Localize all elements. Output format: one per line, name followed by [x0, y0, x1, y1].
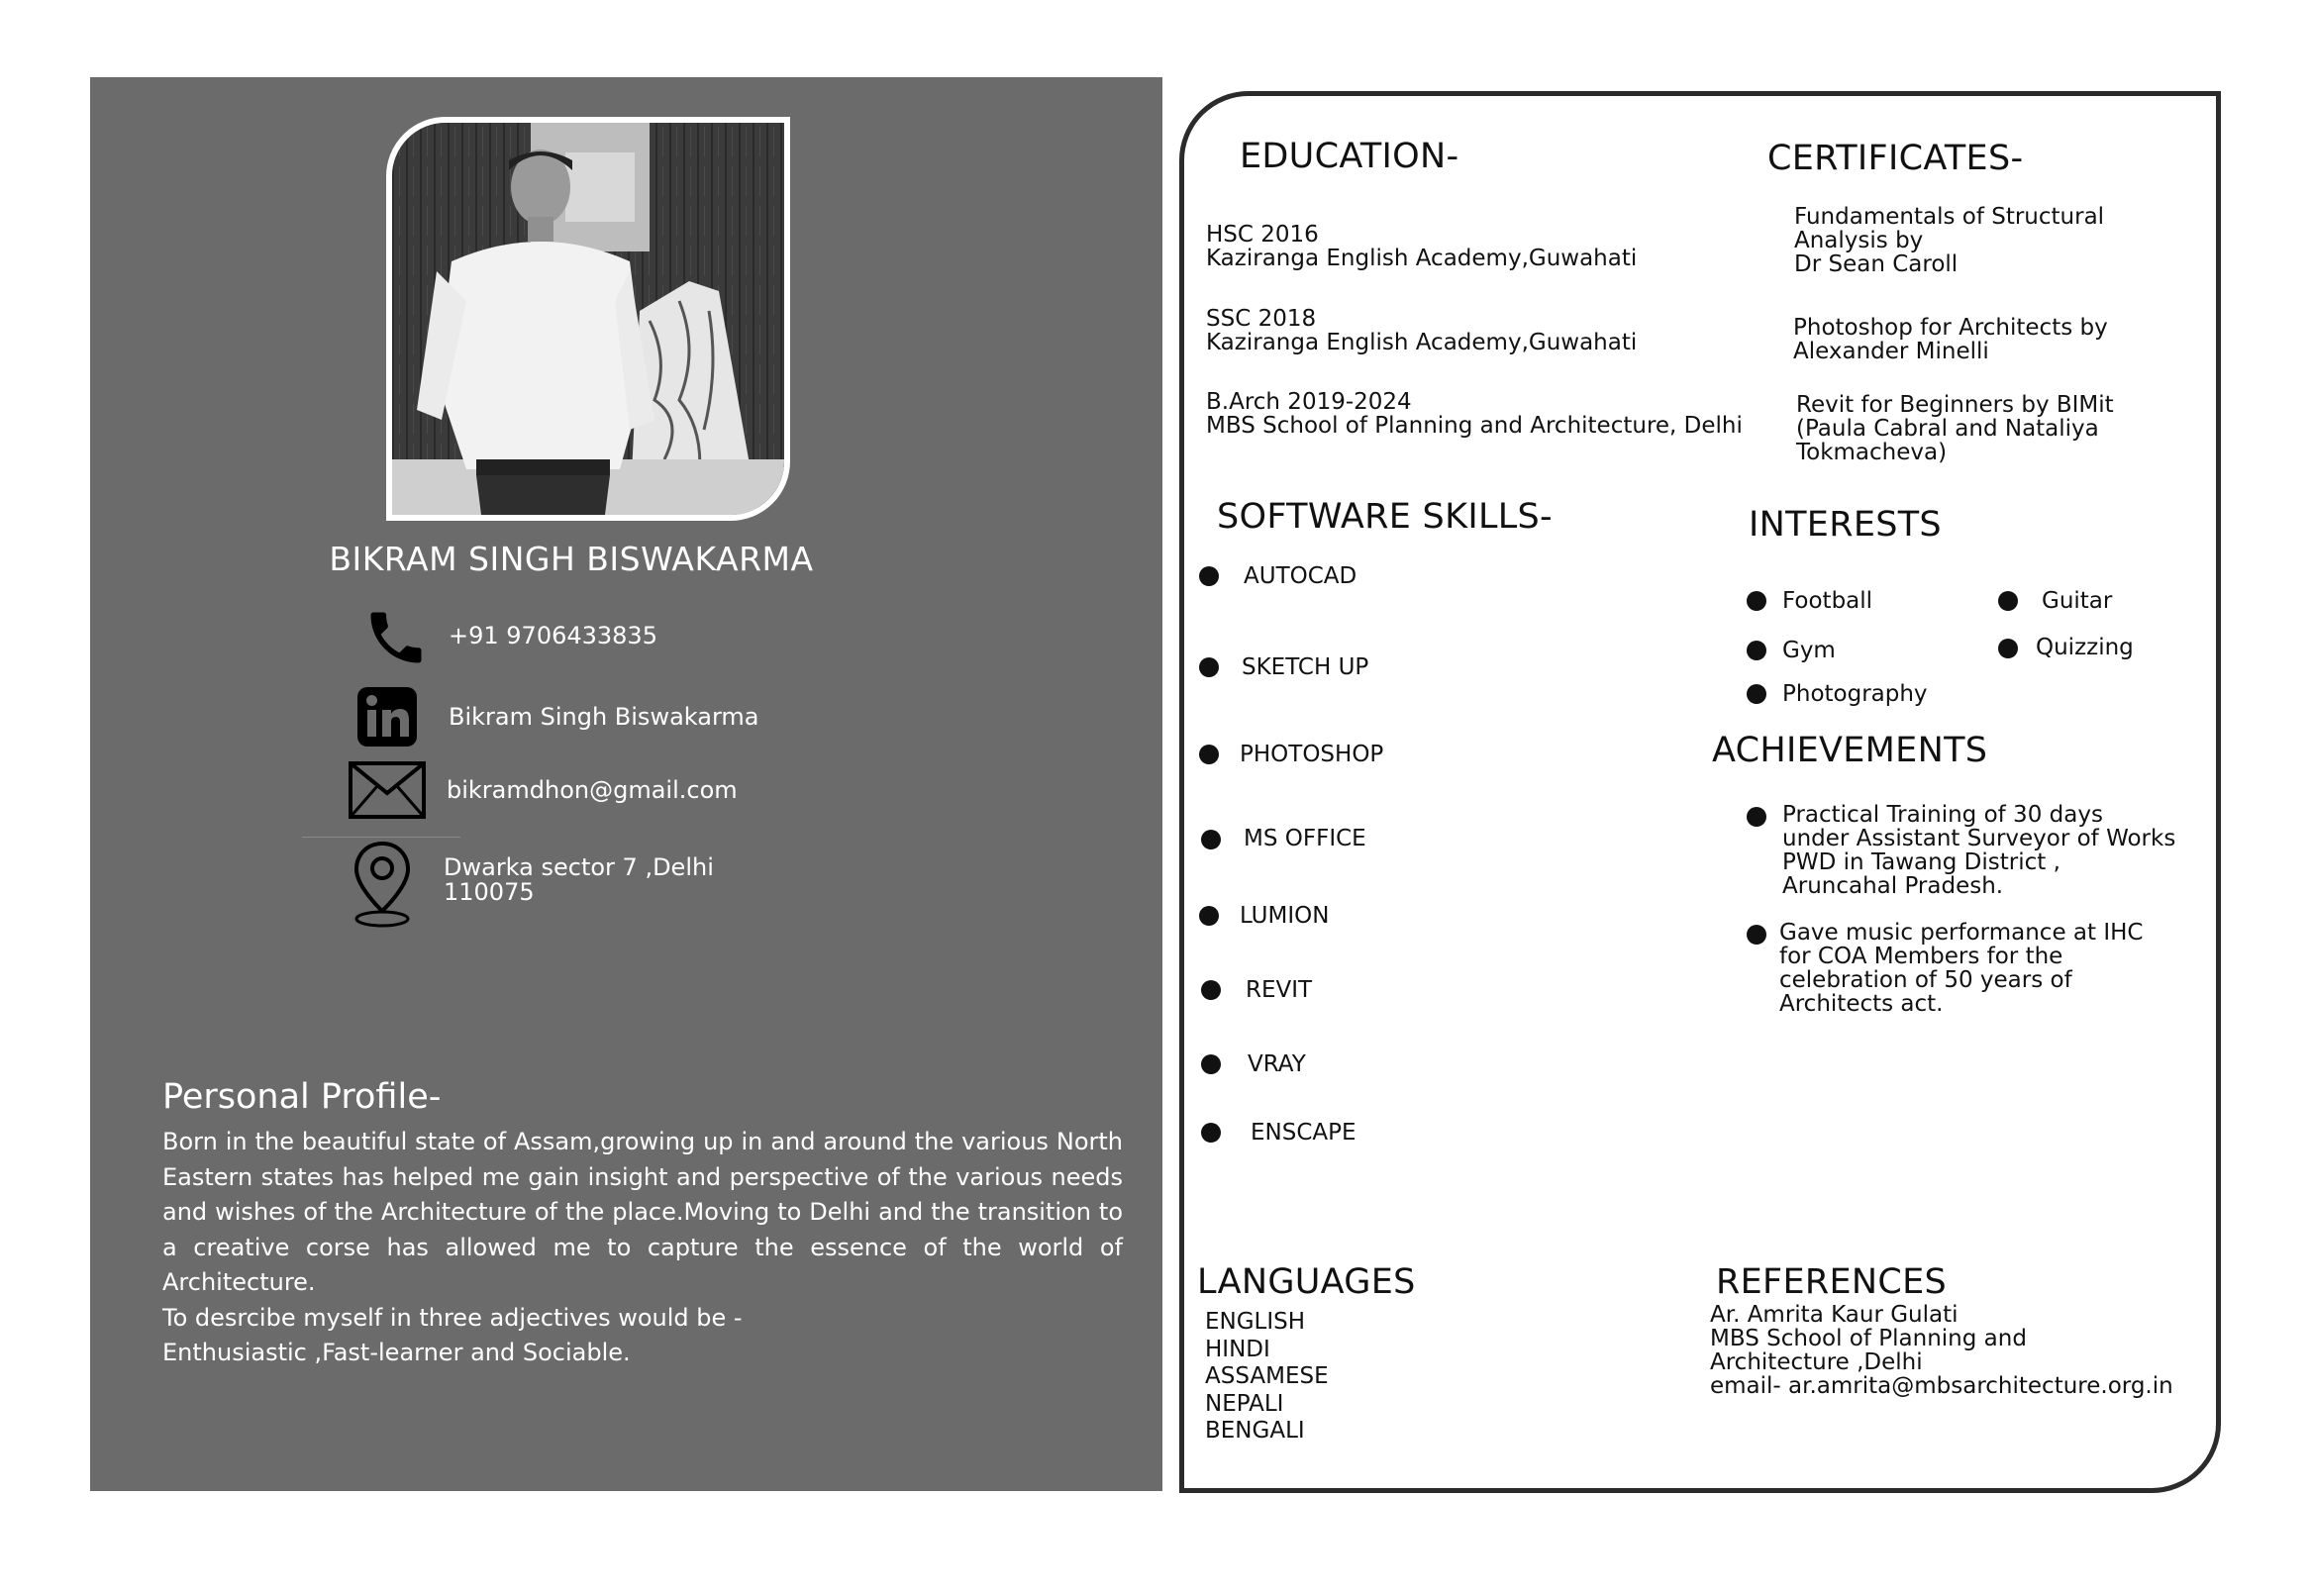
- education-line: MBS School of Planning and Architecture, Delhi: [1206, 413, 1743, 439]
- address-line-2: 110075: [444, 878, 535, 906]
- skill-item: SKETCH UP: [1242, 654, 1369, 680]
- software-skills-heading: SOFTWARE SKILLS-: [1217, 497, 1553, 537]
- skill-item: AUTOCAD: [1244, 563, 1357, 589]
- certificate-line: Fundamentals of Structural: [1794, 204, 2105, 230]
- language-item: ENGLISH: [1205, 1309, 1306, 1335]
- bullet-icon: [1199, 745, 1219, 764]
- language-item: ASSAMESE: [1205, 1363, 1329, 1389]
- certificate-item: [1796, 393, 2114, 464]
- bullet-icon: [1747, 591, 1766, 611]
- location-pin-icon: [351, 840, 414, 929]
- profile-paragraph: Born in the beautiful state of Assam,growing up in and around the various North Eastern states has helped me gain insight and perspective of the various needs and wishes of the Architecture of the place.Moving to Delhi and the transition to a creative corse has allowed me to capture the essence of the world of Architecture.: [162, 1128, 1123, 1296]
- skill-item: PHOTOSHOP: [1240, 742, 1384, 767]
- interest-item: Quizzing: [2036, 635, 2134, 660]
- bullet-icon: [1201, 1054, 1221, 1074]
- bullet-icon: [1998, 639, 2018, 658]
- skill-item: VRAY: [1248, 1051, 1306, 1077]
- languages-heading: LANGUAGES: [1197, 1262, 1416, 1302]
- linkedin-icon: [354, 684, 420, 749]
- certificate-line: Alexander Minelli: [1793, 339, 1989, 364]
- divider: [302, 837, 460, 838]
- bullet-icon: [1998, 591, 2018, 611]
- profile-photo: [386, 117, 790, 521]
- language-item: BENGALI: [1205, 1418, 1305, 1444]
- education-line: Kaziranga English Academy,Guwahati: [1206, 330, 1638, 355]
- certificate-line: Photoshop for Architects by: [1793, 315, 2108, 341]
- interest-item: Gym: [1782, 638, 1836, 663]
- achievements-heading: ACHIEVEMENTS: [1712, 731, 1988, 770]
- profile-paragraph: Enthusiastic ,Fast-learner and Sociable.: [162, 1339, 631, 1366]
- bullet-icon: [1747, 925, 1766, 945]
- reference-line: MBS School of Planning and: [1710, 1326, 2027, 1351]
- education-line: B.Arch 2019-2024: [1206, 389, 1412, 415]
- education-line: HSC 2016: [1206, 222, 1319, 248]
- certificate-line: Dr Sean Caroll: [1794, 251, 1959, 277]
- address: [444, 855, 714, 905]
- bullet-icon: [1199, 657, 1219, 677]
- certificate-item: [1793, 316, 2108, 363]
- achievement-line: Practical Training of 30 days: [1782, 802, 2103, 828]
- interests-heading: INTERESTS: [1749, 505, 1942, 545]
- reference-line: email- ar.amrita@mbsarchitecture.org.in: [1710, 1373, 2173, 1399]
- education-item: [1206, 390, 1743, 438]
- linkedin-name: Bikram Singh Biswakarma: [449, 703, 759, 731]
- achievement-line: PWD in Tawang District ,: [1782, 849, 2060, 875]
- skill-item: LUMION: [1240, 903, 1330, 929]
- achievement-line: for COA Members for the: [1779, 944, 2063, 969]
- achievement-item: [1779, 921, 2143, 1016]
- reference-line: Architecture ,Delhi: [1710, 1349, 1923, 1375]
- interest-item: Guitar: [2042, 588, 2113, 614]
- education-item: [1206, 307, 1637, 354]
- interest-item: Photography: [1782, 681, 1928, 707]
- bullet-icon: [1747, 807, 1766, 827]
- achievement-line: celebration of 50 years of: [1779, 967, 2072, 993]
- address-line-1: Dwarka sector 7 ,Delhi: [444, 853, 714, 881]
- references-heading: REFERENCES: [1716, 1262, 1948, 1302]
- certificate-item: [1794, 205, 2104, 276]
- certificate-line: Analysis by: [1794, 228, 1924, 253]
- achievement-line: Gave music performance at IHC: [1779, 920, 2144, 946]
- certificate-line: (Paula Cabral and Nataliya: [1796, 416, 2099, 442]
- achievement-line: Architects act.: [1779, 991, 1944, 1017]
- bullet-icon: [1747, 641, 1766, 660]
- skill-item: MS OFFICE: [1244, 826, 1366, 851]
- achievement-line: Aruncahal Pradesh.: [1782, 873, 2004, 899]
- phone-number: +91 9706433835: [449, 622, 657, 649]
- interest-item: Football: [1782, 588, 1873, 614]
- bullet-icon: [1199, 566, 1219, 586]
- certificates-heading: CERTIFICATES-: [1767, 139, 2024, 178]
- bullet-icon: [1199, 906, 1219, 926]
- bullet-icon: [1747, 684, 1766, 704]
- language-item: NEPALI: [1205, 1390, 1284, 1417]
- education-line: Kaziranga English Academy,Guwahati: [1206, 246, 1638, 271]
- education-item: [1206, 223, 1637, 270]
- envelope-icon: [348, 760, 427, 820]
- education-heading: EDUCATION-: [1240, 137, 1459, 176]
- profile-heading: Personal Profile-: [162, 1077, 442, 1117]
- profile-paragraph: To desrcibe myself in three adjectives would be -: [162, 1303, 743, 1332]
- certificate-line: Revit for Beginners by BIMit: [1796, 392, 2114, 418]
- skill-item: ENSCAPE: [1251, 1120, 1356, 1146]
- phone-icon: [362, 604, 430, 671]
- language-item: HINDI: [1205, 1336, 1270, 1362]
- achievement-line: under Assistant Surveyor of Works: [1782, 826, 2176, 851]
- bullet-icon: [1201, 1123, 1221, 1143]
- reference-details: [1710, 1303, 2173, 1398]
- profile-body: [162, 1125, 1123, 1371]
- education-line: SSC 2018: [1206, 306, 1317, 332]
- languages-list: [1205, 1309, 1329, 1446]
- achievement-item: [1782, 803, 2175, 898]
- candidate-name: BIKRAM SINGH BISWAKARMA: [329, 540, 814, 578]
- bullet-icon: [1201, 830, 1221, 849]
- reference-line: Ar. Amrita Kaur Gulati: [1710, 1302, 1959, 1328]
- skill-item: REVIT: [1246, 977, 1313, 1003]
- profile-photo-image: [392, 123, 784, 515]
- email-address: bikramdhon@gmail.com: [447, 776, 738, 804]
- certificate-line: Tokmacheva): [1796, 440, 1948, 465]
- bullet-icon: [1201, 980, 1221, 1000]
